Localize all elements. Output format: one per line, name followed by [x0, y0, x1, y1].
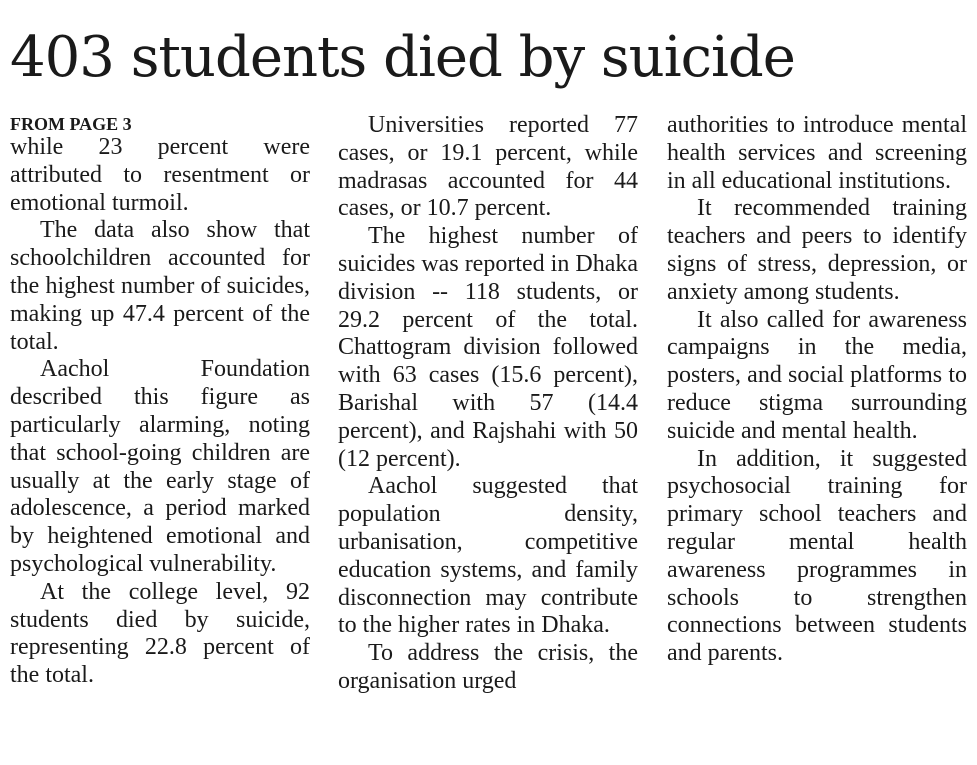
article-column-2: [338, 112, 638, 762]
paragraph: The data also show that schoolchildren accounted for the highest number of suicides, making up 47.4 percent of the total.: [10, 217, 310, 355]
paragraph: Aachol Foundation described this figure as particularly alarming, noting that school-going children are usually at the early stage of adolescence, a period marked by heightened emotional and psychological vulnerability.: [10, 356, 310, 577]
paragraph: At the college level, 92 students died by suicide, representing 22.8 percent of the total.: [10, 578, 310, 689]
paragraph: authorities to introduce mental health services and screening in all educational institutions.: [667, 112, 967, 194]
paragraph: It also called for awareness campaigns in the media, posters, and social platforms to reduce stigma surrounding suicide and mental health.: [667, 306, 967, 444]
jump-label: FROM PAGE 3: [10, 114, 132, 134]
paragraph: In addition, it suggested psychosocial training for primary school teachers and regular mental health awareness programmes in schools to strengthen connections between students and parents.: [667, 445, 967, 667]
paragraph: Universities reported 77 cases, or 19.1 percent, while madrasas accounted for 44 cases, or 10.7 percent.: [338, 112, 638, 222]
paragraph: To address the crisis, the organisation urged: [338, 640, 638, 694]
paragraph: It recommended training teachers and peers to identify signs of stress, depression, or anxiety among students.: [667, 195, 967, 305]
paragraph: The highest number of suicides was reported in Dhaka division -- 118 students, or 29.2 percent of the total. Chattogram division followed with 63 cases (15.6 percent), Barishal with 57 (14.4 percent), and Rajshahi with 50 (12 percent).: [338, 223, 638, 472]
headline: 403 students died by suicide: [10, 25, 795, 90]
paragraph: Aachol suggested that population density, urbanisation, competitive education systems, and family disconnection may contribute to the higher rates in Dhaka.: [338, 473, 638, 639]
article-column-3: [667, 112, 967, 762]
paragraph: while 23 percent were attributed to resentment or emotional turmoil.: [10, 134, 310, 216]
article-column-1: [10, 114, 310, 764]
